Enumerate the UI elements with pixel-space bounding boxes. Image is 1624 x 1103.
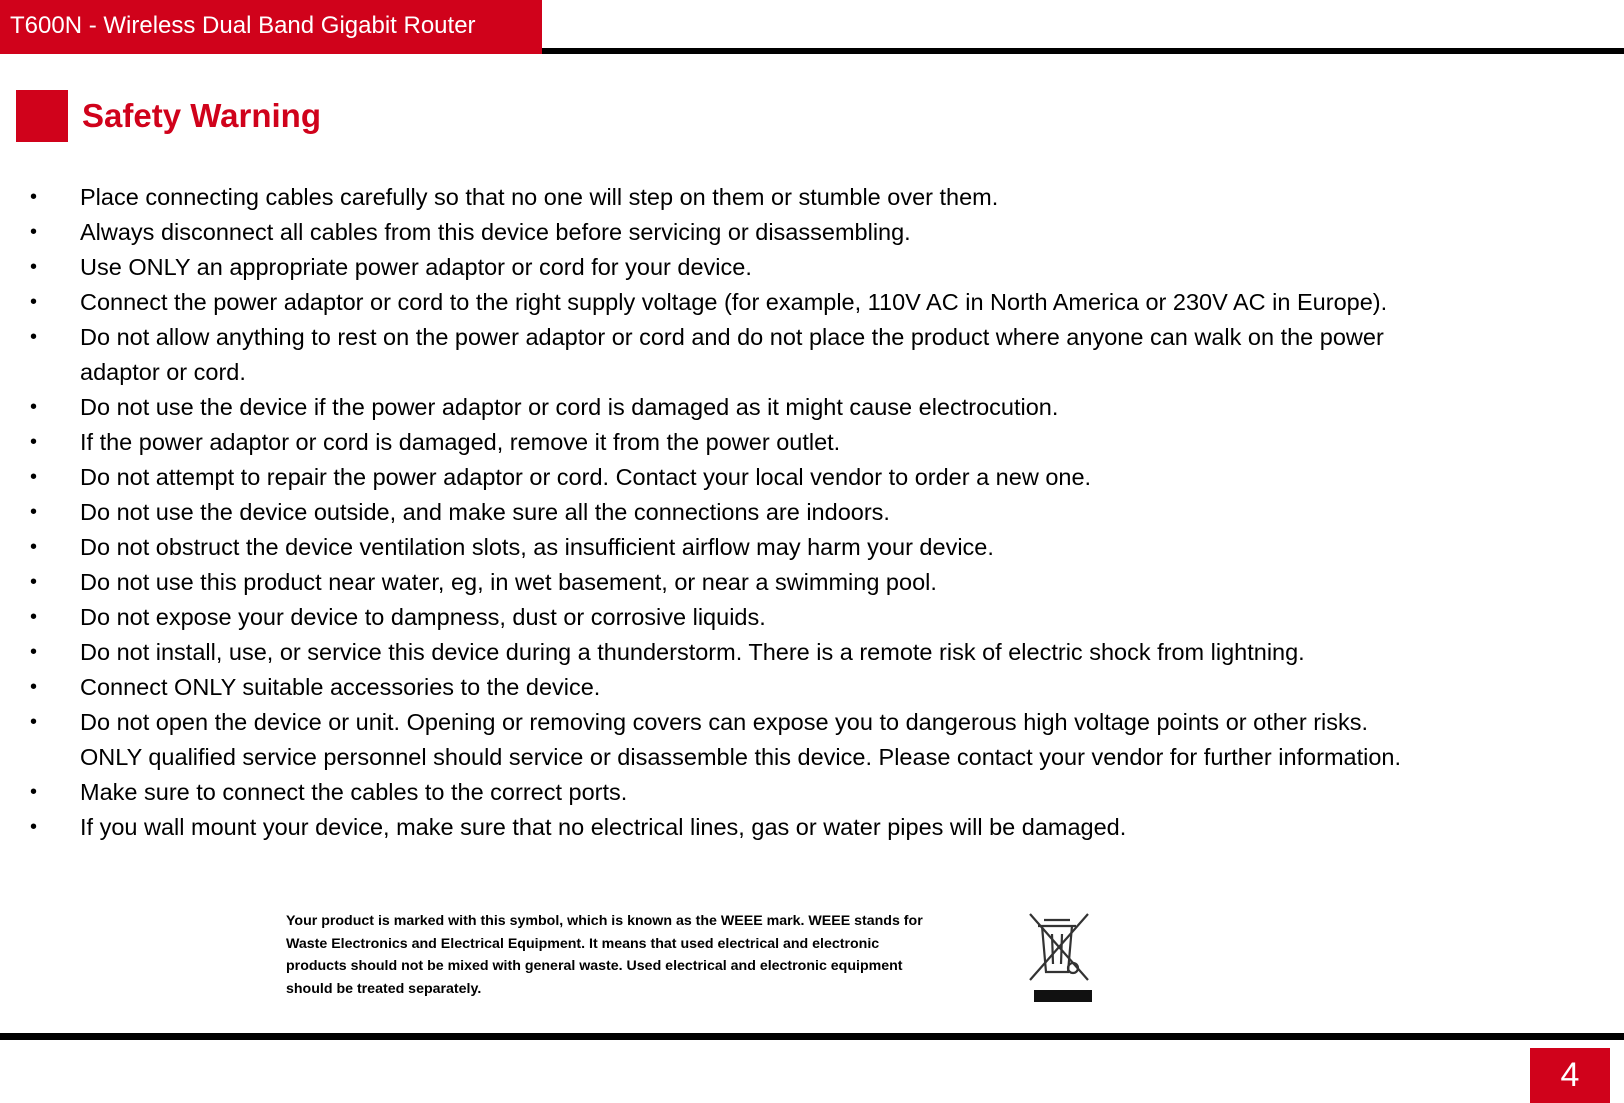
bullet-icon: • <box>30 606 38 628</box>
warning-item <box>0 530 1624 565</box>
section-marker <box>16 90 68 142</box>
warning-item <box>0 425 1624 460</box>
bullet-icon: • <box>30 501 38 523</box>
page-number: 4 <box>1530 1048 1610 1103</box>
bullet-icon: • <box>30 291 38 313</box>
warning-item <box>0 250 1624 285</box>
header-divider <box>542 48 1624 54</box>
warning-item <box>0 460 1624 495</box>
bullet-icon: • <box>30 431 38 453</box>
warning-text: Place connecting cables carefully so that no one will step on them or stumble over them. <box>80 184 999 210</box>
warning-text: Do not open the device or unit. Opening or removing covers can expose you to dangerous high voltage points or other risks. ONLY qualified service personnel should service or disassemble this device. Please contact your vendor for further information. <box>80 709 1402 770</box>
warning-item <box>0 670 1624 705</box>
warning-text: Do not install, use, or service this device during a thunderstorm. There is a remote risk of electric shock from lightning. <box>80 639 1305 665</box>
warning-item <box>0 180 1624 215</box>
bullet-icon: • <box>30 816 38 838</box>
warning-item <box>0 600 1624 635</box>
warning-text: Connect ONLY suitable accessories to the device. <box>80 674 601 700</box>
warning-text: Connect the power adaptor or cord to the right supply voltage (for example, 110V AC in North America or 230V AC in Europe). <box>80 289 1388 315</box>
bullet-icon: • <box>30 326 38 348</box>
warning-item <box>0 215 1624 250</box>
warning-text: Make sure to connect the cables to the correct ports. <box>80 779 628 805</box>
bullet-icon: • <box>30 781 38 803</box>
bullet-icon: • <box>30 536 38 558</box>
warning-item <box>0 495 1624 530</box>
warning-text: Do not use the device if the power adaptor or cord is damaged as it might cause electrocution. <box>80 394 1059 420</box>
warning-text: Always disconnect all cables from this device before servicing or disassembling. <box>80 219 911 245</box>
footer-divider <box>0 1033 1624 1040</box>
bullet-icon: • <box>30 186 38 208</box>
bullet-icon: • <box>30 711 38 733</box>
safety-warning-list <box>0 180 1624 845</box>
document-header-title: T600N - Wireless Dual Band Gigabit Router <box>0 0 542 54</box>
warning-text: Do not use the device outside, and make sure all the connections are indoors. <box>80 499 890 525</box>
warning-text: Do not attempt to repair the power adaptor or cord. Contact your local vendor to order a new one. <box>80 464 1092 490</box>
section-title: Safety Warning <box>82 97 321 134</box>
bullet-icon: • <box>30 256 38 278</box>
warning-item <box>0 565 1624 600</box>
warning-item <box>0 635 1624 670</box>
bullet-icon: • <box>30 396 38 418</box>
warning-text: Do not obstruct the device ventilation slots, as insufficient airflow may harm your device. <box>80 534 994 560</box>
warning-item <box>0 320 1624 390</box>
warning-item <box>0 390 1624 425</box>
warning-text: If the power adaptor or cord is damaged, remove it from the power outlet. <box>80 429 841 455</box>
warning-text: Do not use this product near water, eg, in wet basement, or near a swimming pool. <box>80 569 937 595</box>
warning-text: Do not expose your device to dampness, dust or corrosive liquids. <box>80 604 766 630</box>
warning-text: Do not allow anything to rest on the power adaptor or cord and do not place the product where anyone can walk on the power adaptor or cord. <box>80 324 1384 385</box>
warning-item <box>0 285 1624 320</box>
bullet-icon: • <box>30 466 38 488</box>
bullet-icon: • <box>30 676 38 698</box>
weee-notice-text: Your product is marked with this symbol, which is known as the WEEE mark. WEEE stands for Waste Electronics and Electrical Equipment. It means that used electrical and electronic products should not be mixed with general waste. Used electrical and electronic equipment should be treated separately. <box>286 913 923 997</box>
bullet-icon: • <box>30 221 38 243</box>
warning-text: If you wall mount your device, make sure that no electrical lines, gas or water pipes will be damaged. <box>80 814 1127 840</box>
warning-text: Use ONLY an appropriate power adaptor or cord for your device. <box>80 254 752 280</box>
weee-crossed-bin-icon <box>1026 908 1096 1006</box>
bullet-icon: • <box>30 641 38 663</box>
warning-item <box>0 810 1624 845</box>
warning-item <box>0 775 1624 810</box>
warning-item <box>0 705 1624 775</box>
bullet-icon: • <box>30 571 38 593</box>
